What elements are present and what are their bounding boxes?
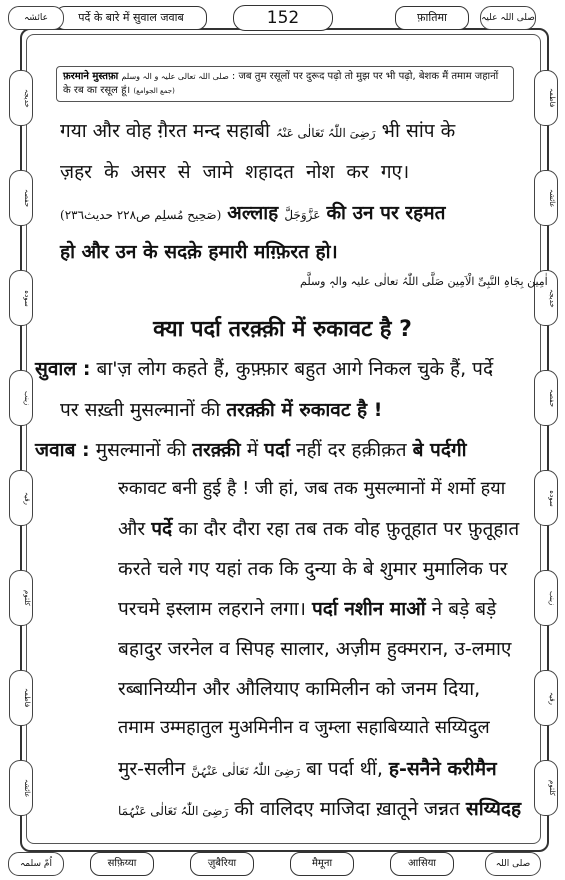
l3-a: अल्लाह [227, 202, 279, 224]
question-line-1 [35, 355, 493, 381]
notice-text-1: : जब तुम रसूलों पर दुरूद पढ़ो तो मुझ पर भी पढ़ो, बेशक मैं तमाम जहानों [231, 71, 499, 82]
corner-bottom-left-text: اُمّ سلمہ [20, 859, 52, 869]
answer-line-9 [118, 755, 497, 781]
body-line-3 [60, 199, 445, 225]
footer-tab-2 [190, 852, 254, 876]
answer-line-4 [118, 555, 507, 581]
a10-b: सय्यिदह [465, 798, 522, 820]
l3-arabic: عَزَّوَجَلَّ [284, 208, 321, 222]
notice-box [56, 66, 514, 102]
side-medallion: کلثوم [534, 760, 558, 816]
l1-a: गया और वोह ग़ैरत मन्द सहाबी [60, 120, 270, 142]
q2-a: पर सख़्ती मुसल्मानों की [60, 399, 221, 421]
a1-d: पर्दा [264, 439, 290, 461]
body-line-1 [60, 117, 455, 143]
a7: रब्बानिय्यीन और औलियाए कामिलीन को जनम दिया, [118, 678, 481, 700]
l4: हो और उन के सदक़े हमारी मग़्फ़िरत हो। [60, 241, 338, 263]
a3-b: पर्दे [151, 518, 173, 540]
a2: रुकावट बनी हुई है ! जी हां, जब तक मुसल्मानों में शर्मो हया [118, 478, 506, 499]
footer-tab-3-text: मैमूना [311, 858, 333, 869]
side-medallion: عائشہ [9, 760, 33, 816]
section-heading [0, 313, 565, 343]
l5-arabic: اٰمِین بِجَاہِ النَّبِیِّ الْاَمِین صَلَّی اللّٰہُ تعالٰی علیہ والہٖ وسلَّم [300, 275, 548, 288]
a9-arabic: رَضِیَ اللّٰہُ تَعَالٰی عَنْہُنَّ [191, 764, 301, 778]
side-medallion: زینب [9, 370, 33, 426]
a8: तमाम उम्महातुल मुअमिनीन व जुम्ला सहाबिय्याते सय्यिदुल [118, 717, 490, 738]
running-title-text: पर्दे के बारे में सुवाल जवाब [78, 11, 184, 24]
side-medallion: حفصہ [534, 370, 558, 426]
answer-line-6 [118, 635, 511, 661]
page-number-text: 152 [266, 8, 300, 28]
a1-a: मुसल्मानों की [95, 439, 187, 461]
a5-a: परचमे इस्लाम लहराने लगा। [118, 598, 306, 620]
notice-source: (جمع الجوامع) [133, 87, 175, 95]
question-line-2 [60, 396, 382, 422]
answer-line-3 [118, 515, 519, 541]
a1-e: नहीं दर हक़ीक़त [296, 439, 407, 461]
footer-tab-3 [290, 852, 354, 876]
answer-line-10 [118, 795, 521, 821]
footer-tab-1-text: सफ़िय्या [107, 858, 137, 869]
notice-lead: फ़रमाने मुस्तफ़ा [63, 71, 119, 82]
a1-b: तरक़्क़ी [192, 439, 241, 461]
corner-top-right-text: صلی اللہ علیہ [481, 13, 535, 23]
footer-tab-1 [90, 852, 154, 876]
question-label: सुवाल : [35, 358, 91, 380]
answer-label: जवाब : [35, 439, 90, 461]
side-medallion: کلثوم [9, 570, 33, 626]
l1-b: भी सांप के [381, 120, 456, 142]
side-medallion: حفصہ [9, 170, 33, 226]
a3-a: और [118, 518, 146, 540]
a1-c: में [246, 439, 259, 461]
side-medallion: رقیہ [9, 470, 33, 526]
notice-honorific: صلی اللہ تعالی علیہ و الہ وسلم [121, 72, 229, 81]
side-medallion: خدیجہ [9, 70, 33, 126]
side-medallion: فاطمہ [9, 670, 33, 726]
a10-arabic: رَضِیَ اللّٰہُ تَعَالٰی عَنْہُمَا [118, 804, 229, 818]
side-medallion: رقیہ [534, 670, 558, 726]
side-medallion: زینب [534, 570, 558, 626]
l3-b: की उन पर रहमत [326, 202, 446, 224]
footer-tab-4 [390, 852, 454, 876]
notice-text-2: के रब का रसूल हूं। [63, 85, 131, 96]
corner-medallion-top-left [8, 6, 64, 30]
side-medallion: خدیجہ [534, 270, 558, 326]
corner-bottom-right-text: صلی اللہ [495, 859, 531, 869]
body-line-4 [60, 238, 338, 264]
answer-line-1 [35, 436, 467, 462]
header-tab-right-text: फ़ातिमा [417, 11, 447, 24]
heading-text: क्या पर्दा तरक़्क़ी में रुकावट है ? [153, 317, 412, 342]
corner-top-left-text: عائشہ [24, 13, 48, 23]
a9-c: ह-सनैने करीमैन [388, 758, 497, 780]
footer-tab-4-text: आसिया [408, 858, 436, 869]
footer-tab-2-text: ज़ुबैरिया [207, 858, 237, 869]
l1-arabic: رَضِیَ اللّٰہُ تَعَالٰی عَنْہُ [275, 126, 376, 140]
answer-line-8 [118, 715, 490, 739]
a6: बहादुर जरनेल व सिपह सालार, अज़ीम हुक्मरान, उ-लमाए [118, 638, 512, 660]
a10-a: की वालिदए माजिदा ख़ातूने जन्नत [234, 798, 460, 820]
a5-c: ने बड़े बड़े [431, 598, 497, 620]
l2: ज़हर के असर से जामे शहादत नोश कर गए। [60, 161, 410, 183]
side-medallion: سودہ [534, 470, 558, 526]
a3-c: का दौर दौरा रहा तब तक वोह फ़ुतूहात पर फ़ुतूहात [178, 518, 520, 540]
corner-medallion-bottom-right [485, 852, 541, 876]
corner-medallion-bottom-left [8, 852, 64, 876]
a4: करते चले गए यहां तक कि दुन्या के बे शुमार मुमालिक पर [118, 558, 508, 580]
q1: बा'ज़ लोग कहते हैं, कुफ़्फ़ार बहुत आगे निकल चुके हैं, पर्दे [96, 358, 494, 380]
a1-f: बे पर्दगी [412, 439, 467, 461]
page-number [233, 5, 333, 31]
header-tab-right [395, 6, 469, 30]
answer-line-5 [118, 595, 496, 621]
a9-a: मुर-सलीन [118, 758, 186, 780]
l3-reference: (صَحِیح مُسلِم ص٢٢٨ حدیث٢٣٦) [60, 208, 222, 222]
corner-medallion-top-right [480, 6, 536, 30]
side-medallion: فاطمہ [534, 70, 558, 126]
side-medallion: سودہ [9, 270, 33, 326]
answer-line-7 [118, 675, 480, 701]
body-line-5 [300, 268, 548, 290]
body-line-2 [60, 158, 409, 184]
answer-line-2 [118, 476, 505, 500]
q2-b: तरक़्क़ी में रुकावट है ! [226, 399, 383, 421]
running-title [55, 6, 207, 30]
a5-b: पर्दा नशीन माओं [311, 598, 426, 620]
a9-b: बा पर्दा थीं, [306, 758, 383, 780]
side-medallion: عائشہ [534, 170, 558, 226]
